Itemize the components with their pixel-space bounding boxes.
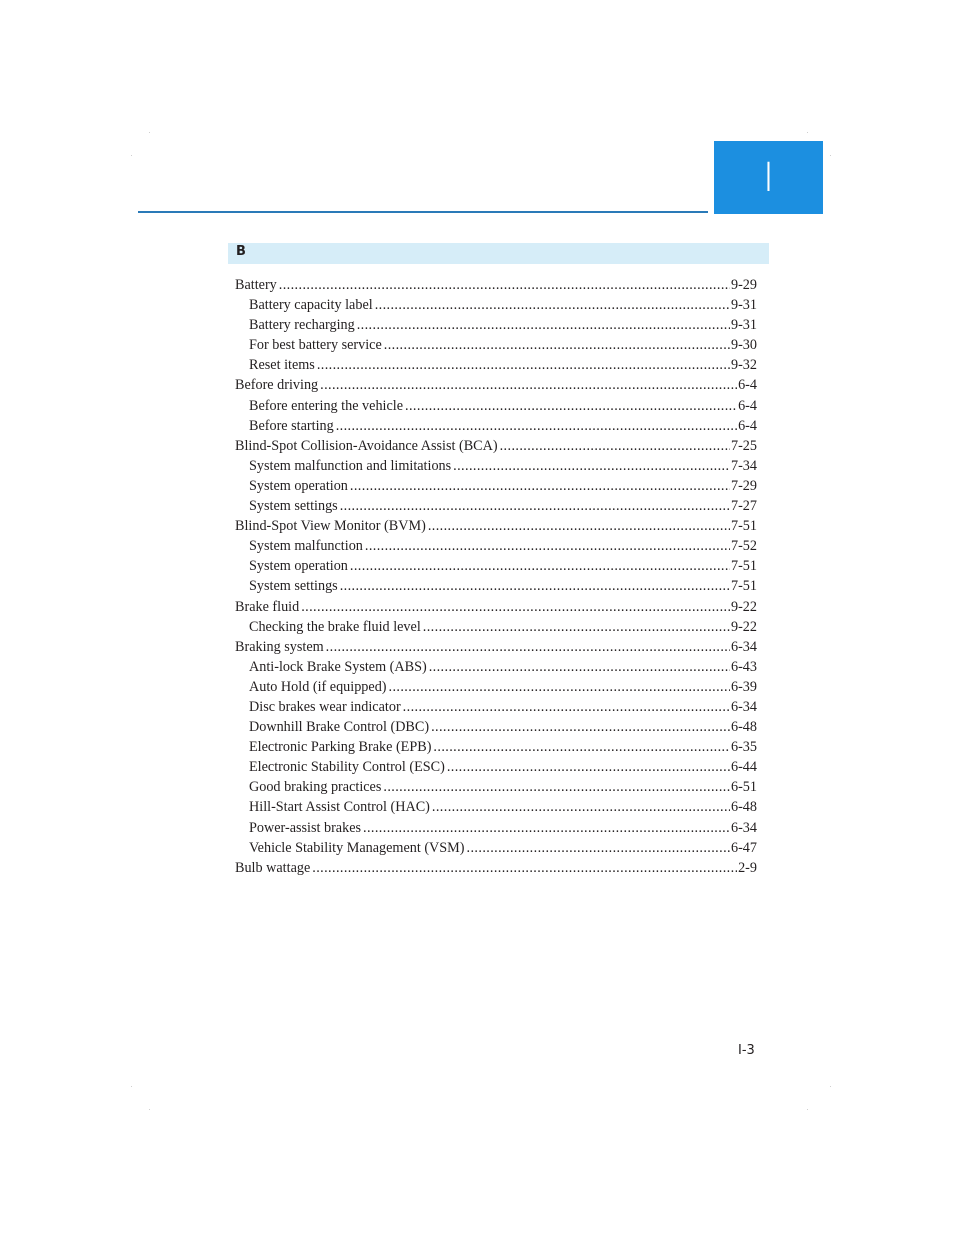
entry-page: 6-34	[730, 698, 757, 715]
index-subentry	[235, 576, 757, 596]
index-subentry	[235, 496, 757, 516]
dot-leader	[429, 657, 730, 677]
entry-page: 7-51	[730, 578, 757, 595]
entry-label: For best battery service	[249, 337, 382, 354]
dot-leader	[312, 858, 737, 878]
entry-label: System malfunction	[249, 538, 363, 555]
index-subentry	[235, 617, 757, 637]
index-subentry	[235, 657, 757, 677]
entry-page: 7-27	[730, 498, 757, 515]
entry-label: Electronic Stability Control (ESC)	[249, 759, 445, 776]
dot-leader	[447, 757, 730, 777]
entry-label: System operation	[249, 558, 348, 575]
dot-leader	[433, 737, 730, 757]
dot-leader	[405, 396, 737, 416]
entry-page: 9-30	[730, 337, 757, 354]
entry-page: 6-35	[730, 739, 757, 756]
dot-leader	[467, 838, 730, 858]
entry-page: 9-22	[730, 618, 757, 635]
dot-leader	[365, 536, 730, 556]
index-entry	[235, 597, 757, 617]
index-entry	[235, 275, 757, 295]
entry-label: Electronic Parking Brake (EPB)	[249, 739, 432, 756]
dot-leader	[500, 436, 730, 456]
dot-leader	[403, 697, 730, 717]
index-subentry	[235, 697, 757, 717]
dot-leader	[453, 456, 730, 476]
entry-page: 6-34	[730, 819, 757, 836]
entry-page: 7-52	[730, 538, 757, 555]
entry-label: System settings	[249, 578, 338, 595]
index-subentry	[235, 777, 757, 797]
dot-leader	[357, 315, 730, 335]
dot-leader	[431, 717, 730, 737]
crop-mark	[149, 132, 150, 133]
entry-label: Battery recharging	[249, 317, 355, 334]
index-subentry	[235, 396, 757, 416]
index-subentry	[235, 556, 757, 576]
entry-page: 6-4	[738, 417, 757, 434]
entry-label: System settings	[249, 498, 338, 515]
dot-leader	[350, 556, 730, 576]
entry-page: 9-29	[730, 277, 757, 293]
entry-page: 7-25	[730, 437, 757, 454]
dot-leader	[279, 275, 730, 295]
entry-label: Before entering the vehicle	[249, 397, 404, 414]
entry-page: 9-31	[730, 297, 757, 314]
index-subentry	[235, 536, 757, 556]
crop-mark	[807, 1109, 808, 1110]
entry-label: Before starting	[249, 417, 334, 434]
index-entry	[235, 375, 757, 395]
entry-label: Before driving	[235, 377, 319, 394]
entry-label: Battery	[235, 277, 277, 293]
entry-label: System malfunction and limitations	[249, 457, 452, 474]
entry-page: 7-51	[730, 518, 757, 535]
index-subentry	[235, 717, 757, 737]
entry-page: 6-47	[730, 839, 757, 856]
index-subentry	[235, 416, 757, 436]
index-subentry	[235, 476, 757, 496]
section-letter: B	[236, 244, 246, 259]
dot-leader	[389, 677, 730, 697]
entry-page: 6-39	[730, 678, 757, 695]
entry-label: Checking the brake fluid level	[249, 618, 421, 635]
entry-page: 6-4	[738, 397, 757, 414]
page-number: I-3	[738, 1043, 755, 1058]
entry-label: Anti-lock Brake System (ABS)	[249, 658, 427, 675]
index-entry	[235, 637, 757, 657]
entry-page: 9-22	[730, 598, 757, 615]
dot-leader	[428, 516, 730, 536]
index-entry	[235, 516, 757, 536]
index-subentry	[235, 757, 757, 777]
entry-page: 9-31	[730, 317, 757, 334]
entry-label: Braking system	[235, 638, 324, 655]
index-subentry	[235, 838, 757, 858]
index-subentry	[235, 295, 757, 315]
index-subentry	[235, 335, 757, 355]
entry-page: 2-9	[738, 859, 757, 876]
entry-label: Hill-Start Assist Control (HAC)	[249, 799, 430, 816]
index-subentry	[235, 456, 757, 476]
index-entry	[235, 436, 757, 456]
index-subentry	[235, 355, 757, 375]
entry-label: Blind-Spot Collision-Avoidance Assist (BCA)	[235, 437, 498, 454]
crop-mark	[149, 1109, 150, 1110]
dot-leader	[350, 476, 730, 496]
entry-page: 6-4	[738, 377, 757, 394]
crop-mark	[131, 155, 132, 156]
index-subentry	[235, 818, 757, 838]
dot-leader	[363, 818, 730, 838]
header-rule	[138, 211, 708, 213]
entry-label: Auto Hold (if equipped)	[249, 678, 387, 695]
entry-label: Good braking practices	[249, 779, 382, 796]
entry-page: 7-29	[730, 477, 757, 494]
entry-page: 6-51	[730, 779, 757, 796]
dot-leader	[383, 777, 730, 797]
entry-label: Brake fluid	[235, 598, 300, 615]
dot-leader	[432, 797, 730, 817]
entry-page: 7-34	[730, 457, 757, 474]
chapter-tab: I	[714, 141, 823, 214]
entry-label: System operation	[249, 477, 348, 494]
index-list	[235, 275, 757, 878]
entry-label: Vehicle Stability Management (VSM)	[249, 839, 465, 856]
crop-mark	[807, 132, 808, 133]
crop-mark	[131, 1086, 132, 1087]
section-header-bar	[228, 243, 769, 264]
entry-page: 6-48	[730, 719, 757, 736]
dot-leader	[320, 375, 737, 395]
entry-label: Battery capacity label	[249, 297, 373, 314]
entry-label: Downhill Brake Control (DBC)	[249, 719, 430, 736]
dot-leader	[317, 355, 730, 375]
entry-page: 6-43	[730, 658, 757, 675]
entry-label: Reset items	[249, 357, 315, 374]
entry-page: 6-34	[730, 638, 757, 655]
dot-leader	[375, 295, 730, 315]
entry-page: 7-51	[730, 558, 757, 575]
index-entry	[235, 858, 757, 878]
entry-page: 9-32	[730, 357, 757, 374]
dot-leader	[384, 335, 730, 355]
entry-label: Power-assist brakes	[249, 819, 362, 836]
entry-label: Blind-Spot View Monitor (BVM)	[235, 518, 426, 535]
entry-page: 6-48	[730, 799, 757, 816]
index-subentry	[235, 677, 757, 697]
crop-mark	[830, 1086, 831, 1087]
dot-leader	[301, 597, 730, 617]
dot-leader	[336, 416, 737, 436]
entry-label: Disc brakes wear indicator	[249, 698, 401, 715]
dot-leader	[326, 637, 730, 657]
crop-mark	[830, 155, 831, 156]
entry-page: 6-44	[730, 759, 757, 776]
entry-label: Bulb wattage	[235, 859, 311, 876]
index-subentry	[235, 315, 757, 335]
dot-leader	[340, 576, 730, 596]
dot-leader	[340, 496, 730, 516]
dot-leader	[423, 617, 730, 637]
index-subentry	[235, 737, 757, 757]
index-subentry	[235, 797, 757, 817]
